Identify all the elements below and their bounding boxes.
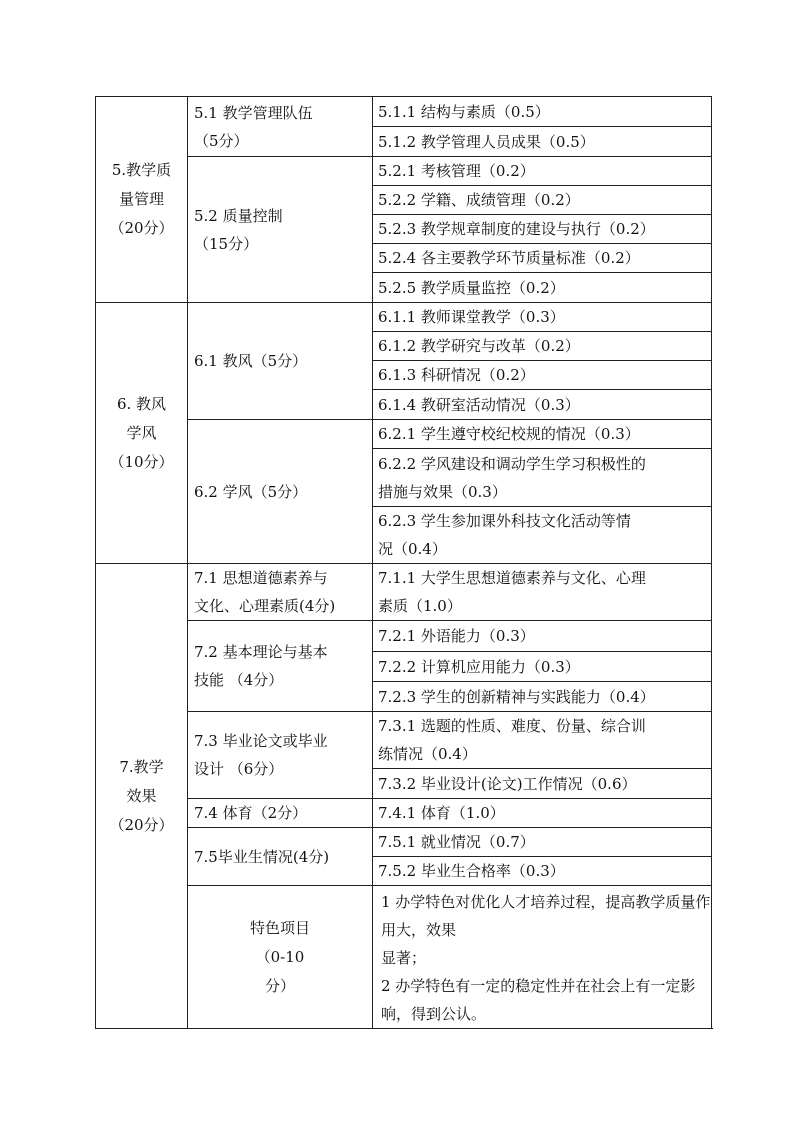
table-row <box>96 157 712 186</box>
item-6-1-2: 6.1.2 教学研究与改革（0.2） <box>373 332 712 361</box>
item-5-1-1: 5.1.1 结构与素质（0.5） <box>373 97 712 127</box>
section-title-line: 7.教学 <box>119 757 164 776</box>
group-label-line: 5.2 质量控制 <box>194 206 283 225</box>
item-7-2-2: 7.2.2 计算机应用能力（0.3） <box>373 652 712 682</box>
group-label-line: 文化、心理素质(4分) <box>194 597 336 615</box>
group-label-line: 7.2 基本理论与基本 <box>194 643 328 661</box>
group-7-1-label <box>188 564 373 621</box>
section-title-line: 量管理 <box>118 190 164 208</box>
section-title-line: （20分） <box>109 815 174 834</box>
section-5-title <box>96 97 188 303</box>
group-7-2-label <box>188 621 373 712</box>
group-7-4-label <box>188 799 373 828</box>
group-label-line: 7.3 毕业论文或毕业 <box>194 732 328 750</box>
table-row <box>96 799 712 828</box>
item-line: 措施与效果（0.3） <box>378 482 507 501</box>
section-7-title <box>96 564 188 1029</box>
group-label-line: （15分） <box>194 234 259 253</box>
section-title-line: （10分） <box>109 452 174 471</box>
item-line: 7.3.1 选题的性质、难度、份量、综合训 <box>378 717 646 735</box>
group-label-line: 6.2 学风（5分） <box>194 482 308 501</box>
item-line: 素质（1.0） <box>378 597 462 615</box>
table-row <box>96 564 712 621</box>
item-6-1-1: 6.1.1 教师课堂教学（0.3） <box>373 303 712 332</box>
item-5-2-4: 5.2.4 各主要教学环节质量标准（0.2） <box>373 244 712 273</box>
item-6-2-2 <box>373 449 712 507</box>
group-7-5-label <box>188 828 373 886</box>
group-6-2-label <box>188 420 373 564</box>
evaluation-table <box>95 96 712 1029</box>
group-6-1-label <box>188 303 373 420</box>
group-label-line: 7.4 体育（2分） <box>194 804 308 822</box>
item-5-2-2: 5.2.2 学籍、成绩管理（0.2） <box>373 186 712 215</box>
item-line: 6.2.3 学生参加课外科技文化活动等情 <box>378 512 631 530</box>
group-5-1-label <box>188 97 373 157</box>
table-row <box>96 420 712 449</box>
feature-title <box>188 886 373 1029</box>
feature-text <box>373 886 712 1029</box>
table-row <box>96 303 712 332</box>
feature-text-line: 1 办学特色对优化人才培养过程，提高教学质量作用大，效果 <box>381 893 711 939</box>
item-5-2-5: 5.2.5 教学质量监控（0.2） <box>373 273 712 303</box>
feature-title-line: 分） <box>264 976 295 995</box>
item-5-2-3: 5.2.3 教学规章制度的建设与执行（0.2） <box>373 215 712 244</box>
group-label-line: 5.1 教学管理队伍 <box>194 103 313 122</box>
feature-title-line: （0-10 <box>255 947 305 966</box>
section-title-line: 5.教学质 <box>111 161 172 179</box>
section-title-line: （20分） <box>109 219 174 237</box>
item-7-1-1 <box>373 564 712 621</box>
item-6-2-1: 6.2.1 学生遵守校纪校规的情况（0.3） <box>373 420 712 449</box>
item-6-1-3: 6.1.3 科研情况（0.2） <box>373 361 712 390</box>
table-row <box>96 97 712 127</box>
item-7-3-1 <box>373 712 712 769</box>
item-line: 6.2.2 学风建设和调动学生学习积极性的 <box>378 454 646 473</box>
group-7-3-label <box>188 712 373 799</box>
item-line: 况（0.4） <box>378 540 447 558</box>
item-line: 练情况（0.4） <box>378 745 477 763</box>
group-label-line: 7.5毕业生情况(4分) <box>194 847 330 866</box>
item-7-4-1: 7.4.1 体育（1.0） <box>373 799 712 828</box>
table-row <box>96 886 712 1029</box>
item-6-2-3 <box>373 507 712 564</box>
item-line: 7.1.1 大学生思想道德素养与文化、心理 <box>378 569 646 587</box>
item-7-2-1: 7.2.1 外语能力（0.3） <box>373 621 712 652</box>
item-7-3-2: 7.3.2 毕业设计(论文)工作情况（0.6） <box>373 769 712 799</box>
table-row <box>96 621 712 652</box>
group-label-line: （5分） <box>194 131 249 150</box>
group-5-2-label <box>188 157 373 303</box>
item-6-1-4: 6.1.4 教研室活动情况（0.3） <box>373 390 712 420</box>
feature-text-line: 显著； <box>381 949 427 967</box>
item-7-5-1: 7.5.1 就业情况（0.7） <box>373 828 712 857</box>
item-5-1-2: 5.1.2 教学管理人员成果（0.5） <box>373 127 712 157</box>
item-7-2-3: 7.2.3 学生的创新精神与实践能力（0.4） <box>373 682 712 712</box>
feature-title-line: 特色项目 <box>249 918 310 937</box>
section-6-title <box>96 303 188 564</box>
feature-text-line: 2 办学特色有一定的稳定性并在社会上有一定影响，得到公认。 <box>381 977 696 1023</box>
item-5-2-1: 5.2.1 考核管理（0.2） <box>373 157 712 186</box>
group-label-line: 7.1 思想道德素养与 <box>194 569 328 587</box>
group-label-line: 技能 （4分） <box>194 671 284 689</box>
table-row <box>96 712 712 769</box>
section-title-line: 学风 <box>126 423 157 442</box>
section-title-line: 6. 教风 <box>116 394 167 413</box>
table-row <box>96 828 712 857</box>
section-title-line: 效果 <box>126 786 157 805</box>
group-label-line: 6.1 教风（5分） <box>194 352 308 370</box>
group-label-line: 设计 （6分） <box>194 760 284 778</box>
item-7-5-2: 7.5.2 毕业生合格率（0.3） <box>373 857 712 886</box>
